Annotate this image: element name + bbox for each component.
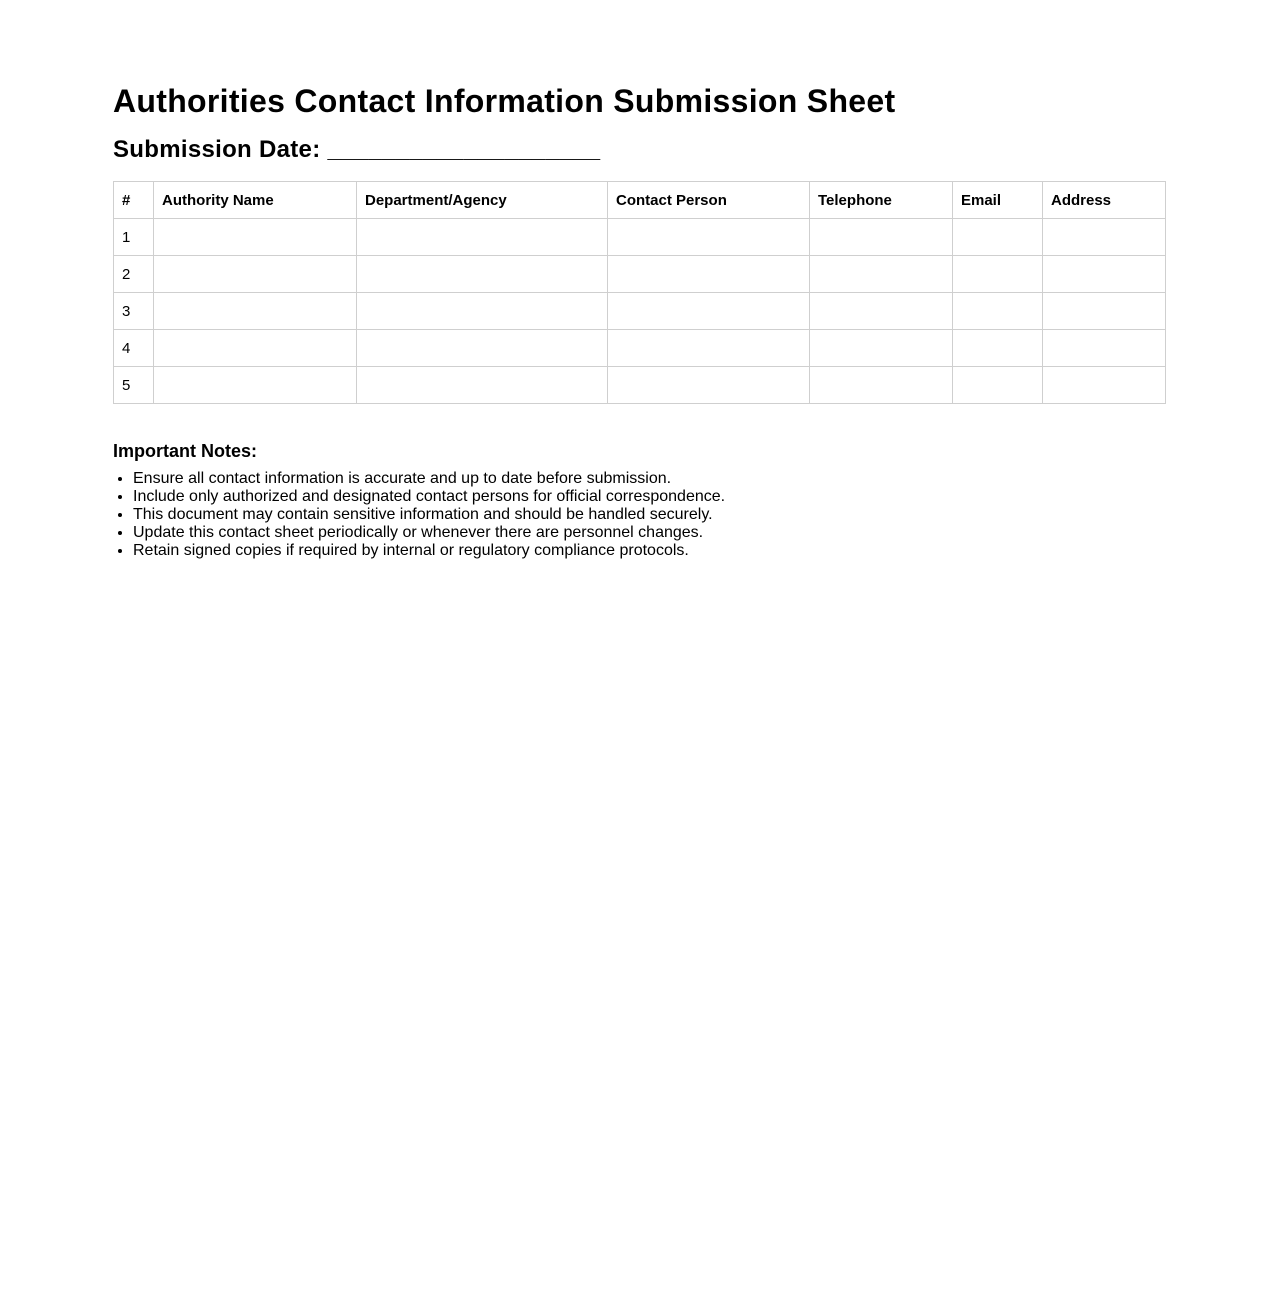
row-number: 1 [114,219,154,256]
header-authority-name: Authority Name [154,182,357,219]
header-address: Address [1043,182,1166,219]
table-row [114,256,1166,293]
cell-authority-name[interactable] [154,219,357,256]
note-item: • Update this contact sheet periodically or whenever there are personnel changes. [133,524,1165,542]
cell-address[interactable] [1043,256,1166,293]
header-telephone: Telephone [810,182,953,219]
cell-telephone[interactable] [810,330,953,367]
notes-heading: Important Notes: [113,441,257,461]
cell-authority-name[interactable] [154,330,357,367]
submission-date-blank: ____________________ [327,136,601,163]
row-number: 2 [114,256,154,293]
cell-authority-name[interactable] [154,256,357,293]
note-item: • Include only authorized and designated contact persons for official correspondence. [133,488,1165,506]
cell-department[interactable] [357,256,608,293]
table-header-row [114,182,1166,219]
note-item: • This document may contain sensitive information and should be handled securely. [133,506,1165,524]
cell-contact-person[interactable] [608,367,810,404]
cell-telephone[interactable] [810,367,953,404]
cell-contact-person[interactable] [608,293,810,330]
cell-department[interactable] [357,293,608,330]
cell-address[interactable] [1043,293,1166,330]
submission-date-line [113,136,600,164]
contact-table [113,181,1166,404]
cell-contact-person[interactable] [608,256,810,293]
cell-department[interactable] [357,367,608,404]
cell-email[interactable] [953,219,1043,256]
cell-telephone[interactable] [810,256,953,293]
cell-authority-name[interactable] [154,293,357,330]
table-row [114,330,1166,367]
submission-date-label: Submission Date: [113,136,321,163]
cell-contact-person[interactable] [608,219,810,256]
header-department-agency: Department/Agency [357,182,608,219]
header-number: # [114,182,154,219]
cell-address[interactable] [1043,367,1166,404]
cell-authority-name[interactable] [154,367,357,404]
note-item: • Ensure all contact information is accurate and up to date before submission. [133,470,1165,488]
table-row [114,293,1166,330]
header-contact-person: Contact Person [608,182,810,219]
cell-telephone[interactable] [810,293,953,330]
table-row [114,367,1166,404]
row-number: 5 [114,367,154,404]
row-number: 3 [114,293,154,330]
cell-telephone[interactable] [810,219,953,256]
important-notes-section [113,441,1165,560]
header-email: Email [953,182,1043,219]
row-number: 4 [114,330,154,367]
table-row [114,219,1166,256]
cell-email[interactable] [953,256,1043,293]
cell-address[interactable] [1043,219,1166,256]
cell-contact-person[interactable] [608,330,810,367]
cell-department[interactable] [357,219,608,256]
notes-list [113,470,1165,560]
note-item: • Retain signed copies if required by internal or regulatory compliance protocols. [133,542,1165,560]
cell-email[interactable] [953,293,1043,330]
cell-email[interactable] [953,330,1043,367]
cell-email[interactable] [953,367,1043,404]
cell-department[interactable] [357,330,608,367]
cell-address[interactable] [1043,330,1166,367]
page-title: Authorities Contact Information Submission Sheet [113,83,896,119]
